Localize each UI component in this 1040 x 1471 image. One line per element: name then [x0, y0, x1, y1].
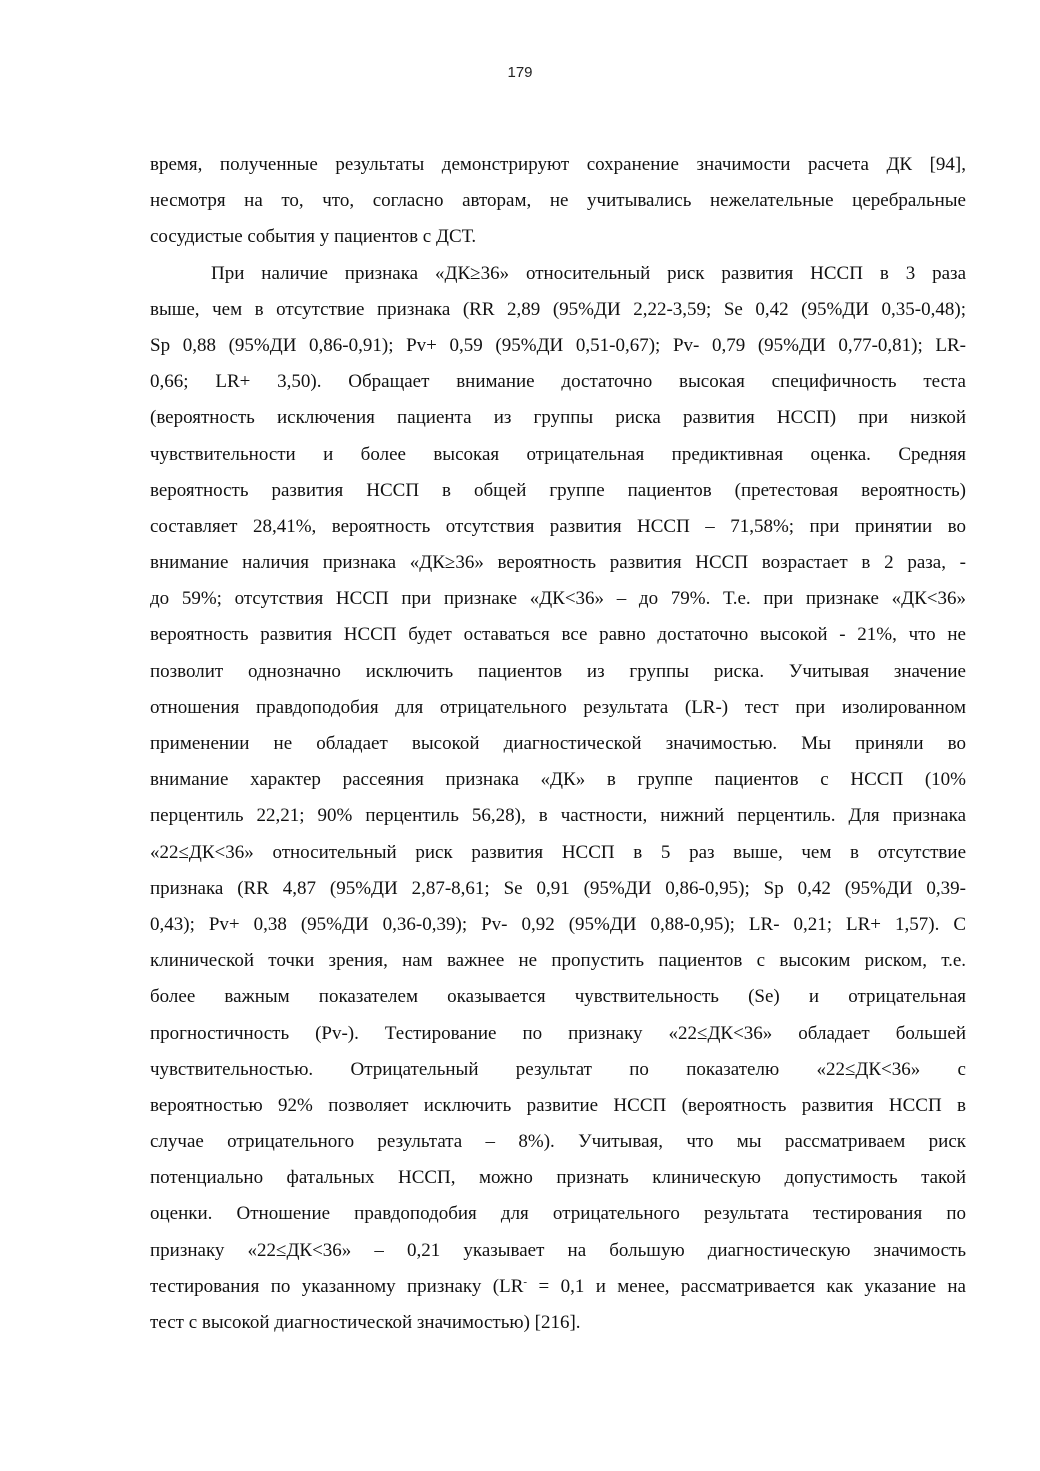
text-line: выше, чем в отсутствие признака (RR 2,89 (95%ДИ 2,22-3,59; Se 0,42 (95%ДИ 0,35-0,48); — [150, 298, 966, 320]
text-line: клинической точки зрения, нам важнее не пропустить пациентов с высоким риском, т.е. — [150, 950, 966, 972]
text-line: прогностичность (Pv-). Тестирование по признаку «22≤ДК<36» обладает большей — [150, 1022, 966, 1044]
text-line: 0,66; LR+ 3,50). Обращает внимание достаточно высокая специфичность теста — [150, 371, 966, 393]
text-line: 0,43); Pv+ 0,38 (95%ДИ 0,36-0,39); Pv- 0,92 (95%ДИ 0,88-0,95); LR- 0,21; LR+ 1,57). С — [150, 913, 966, 935]
text-line: признаку «22≤ДК<36» – 0,21 указывает на большую диагностическую значимость — [150, 1239, 966, 1261]
text-line: (вероятность исключения пациента из группы риска развития НССП) при низкой — [150, 407, 966, 429]
document-body — [150, 147, 966, 1341]
text-line: потенциально фатальных НССП, можно признать клиническую допустимость такой — [150, 1167, 966, 1189]
text-line: случае отрицательного результата – 8%). Учитывая, что мы рассматриваем риск — [150, 1131, 966, 1153]
text-line: более важным показателем оказывается чувствительность (Se) и отрицательная — [150, 986, 966, 1008]
text-line: позволит однозначно исключить пациентов из группы риска. Учитывая значение — [150, 660, 966, 682]
text-line: вероятность развития НССП в общей группе пациентов (претестовая вероятность) — [150, 479, 966, 501]
line-part: = 0,1 и менее, рассматривается как указание на — [527, 1275, 966, 1297]
text-line: время, полученные результаты демонстрируют сохранение значимости расчета ДК [94], — [150, 154, 966, 175]
page-number: 179 — [507, 64, 533, 81]
text-line: вероятность развития НССП будет оставаться все равно достаточно высокой - 21%, что не — [150, 624, 966, 646]
line-part: тестирования по указанному признаку (LR — [150, 1275, 524, 1297]
text-line: несмотря на то, что, согласно авторам, не учитывались нежелательные церебральные — [150, 190, 966, 212]
superscript-minus: - — [523, 1275, 528, 1288]
text-line: Sp 0,88 (95%ДИ 0,86-0,91); Pv+ 0,59 (95%ДИ 0,51-0,67); Pv- 0,79 (95%ДИ 0,77-0,81); LR- — [150, 334, 966, 356]
text-line: чувствительностью. Отрицательный результат по показателю «22≤ДК<36» с — [150, 1058, 966, 1080]
text-line: признака (RR 4,87 (95%ДИ 2,87-8,61; Se 0,91 (95%ДИ 0,86-0,95); Sp 0,42 (95%ДИ 0,39- — [150, 877, 966, 899]
text-line: оценки. Отношение правдоподобия для отрицательного результата тестирования по — [150, 1203, 966, 1225]
text-line: перцентиль 22,21; 90% перцентиль 56,28), в частности, нижний перцентиль. Для признака — [150, 805, 966, 827]
text-line: до 59%; отсутствия НССП при признаке «ДК<36» – до 79%. Т.е. при признаке «ДК<36» — [150, 588, 966, 610]
text-line: «22≤ДК<36» относительный риск развития НССП в 5 раз выше, чем в отсутствие — [150, 841, 966, 863]
text-line: применении не обладает высокой диагностической значимостью. Мы приняли во — [150, 733, 966, 754]
text-line: чувствительности и более высокая отрицательная предиктивная оценка. Средняя — [150, 443, 966, 465]
text-line-with-superscript — [150, 1269, 966, 1305]
text-line: сосудистые события у пациентов с ДСТ. — [150, 226, 477, 248]
text-line: вероятностью 92% позволяет исключить развитие НССП (вероятность развития НССП в — [150, 1094, 966, 1116]
text-line: внимание характер рассеяния признака «ДК» в группе пациентов с НССП (10% — [150, 769, 966, 791]
text-line: составляет 28,41%, вероятность отсутствия развития НССП – 71,58%; при принятии во — [150, 515, 966, 537]
text-line: отношения правдоподобия для отрицательного результата (LR-) тест при изолированном — [150, 696, 966, 718]
text-line: внимание наличия признака «ДК≥36» вероятность развития НССП возрастает в 2 раза, - — [150, 552, 966, 574]
text-line: тест с высокой диагностической значимостью) [216]. — [150, 1312, 581, 1333]
paragraph-first-line: При наличие признака «ДК≥36» относительный риск развития НССП в 3 раза — [211, 262, 966, 284]
